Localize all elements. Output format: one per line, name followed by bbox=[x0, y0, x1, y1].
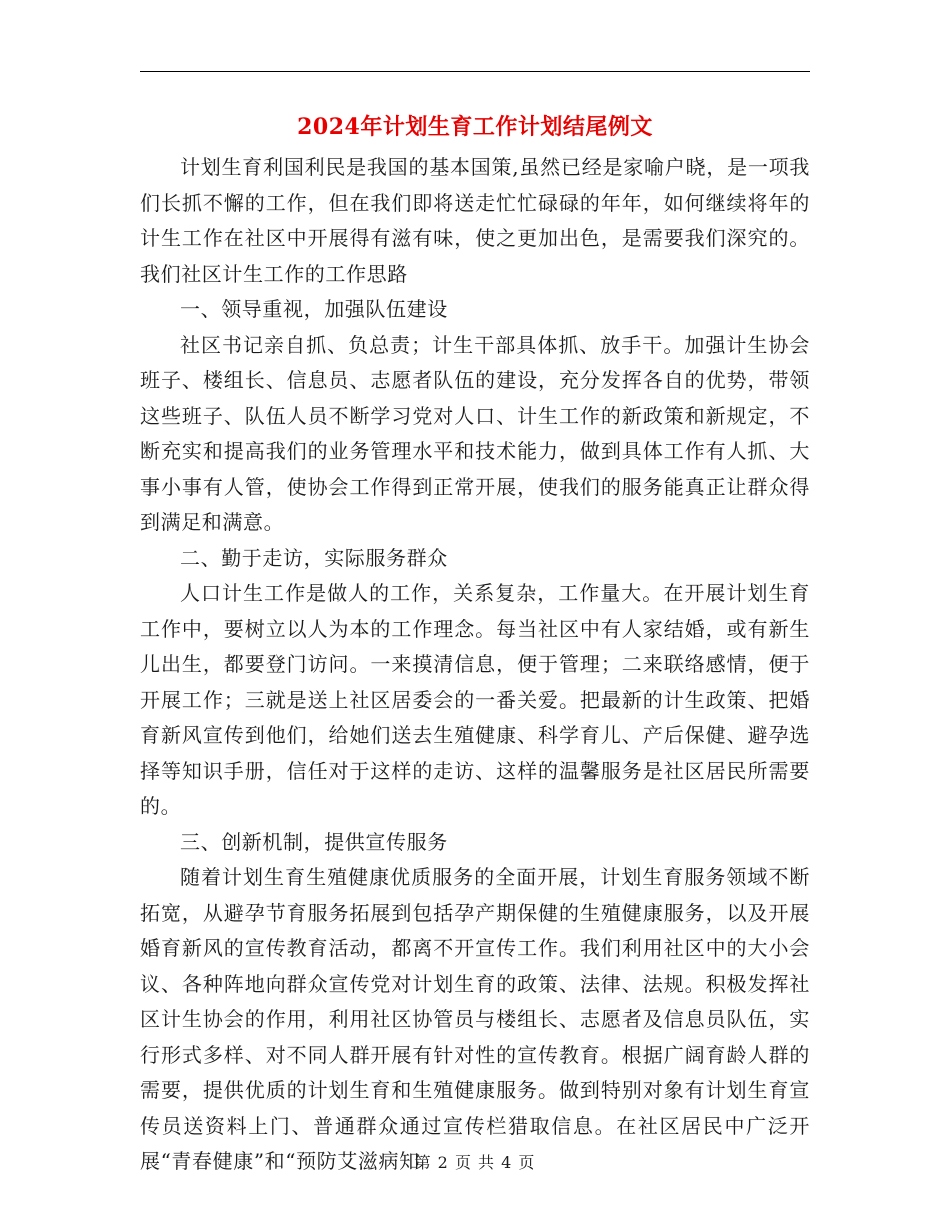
section-heading-2: 二、勤于走访，实际服务群众 bbox=[180, 545, 448, 570]
section-1-paragraph: 社区书记亲自抓、负总责；计生干部具体抓、放手干。加强计生协会班子、楼组长、信息员、志愿者队伍的建设，充分发挥各自的优势，带领这些班子、队伍人员不断学习党对人口、计生工作的新政策和新规定，不断充实和提高我们的业务管理水平和技术能力，做到具体工作有人抓、大事小事有人管，使协会工作得到正常开展，使我们的服务能真正让群众得到满足和满意。 bbox=[140, 332, 810, 534]
section-3-paragraph: 随着计划生育生殖健康优质服务的全面开展，计划生育服务领域不断拓宽，从避孕节育服务拓展到包括孕产期保健的生殖健康服务，以及开展婚育新风的宣传教育活动，都离不开宣传工作。我们利用社区中的大小会议、各种阵地向群众宣传党对计划生育的政策、法律、法规。积极发挥社区计生协会的作用，利用社区协管员与楼组长、志愿者及信息员队伍，实行形式多样、对不同人群开展有针对性的宣传教育。根据广阔育龄人群的需要，提供优质的计划生育和生殖健康服务。做到特别对象有计划生育宣传员送资料上门、普通群众通过宣传栏猎取信息。在社区居民中广泛开展“青春健康”和“预防艾滋病知 bbox=[140, 865, 810, 1173]
section-heading-1: 一、领导重视，加强队伍建设 bbox=[180, 297, 448, 321]
page-number-footer: 第 2 页 共 4 页 bbox=[414, 1153, 536, 1172]
document-title: 2024年计划生育工作计划结尾例文 bbox=[297, 114, 653, 140]
intro-paragraph: 计划生育利国利民是我国的基本国策,虽然已经是家喻户晓，是一项我们长抓不懈的工作，但在我们即将送走忙忙碌碌的年年，如何继续将年的计生工作在社区中开展得有滋有味，使之更加出色，是需要我们深究的。我们社区计生工作的工作思路 bbox=[140, 155, 810, 286]
section-heading-3: 三、创新机制，提供宣传服务 bbox=[180, 829, 448, 854]
document-body bbox=[140, 150, 810, 1180]
header-rule bbox=[140, 71, 810, 72]
section-2-paragraph: 人口计生工作是做人的工作，关系复杂，工作量大。在开展计划生育工作中，要树立以人为本的工作理念。每当社区中有人家结婚，或有新生儿出生，都要登门访问。一来摸清信息，便于管理；二来联络感情，便于开展工作；三就是送上社区居委会的一番关爱。把最新的计生政策、把婚育新风宣传到他们，给她们送去生殖健康、科学育儿、产后保健、避孕选择等知识手册，信任对于这样的走访、这样的温馨服务是社区居民所需要的。 bbox=[140, 581, 810, 818]
